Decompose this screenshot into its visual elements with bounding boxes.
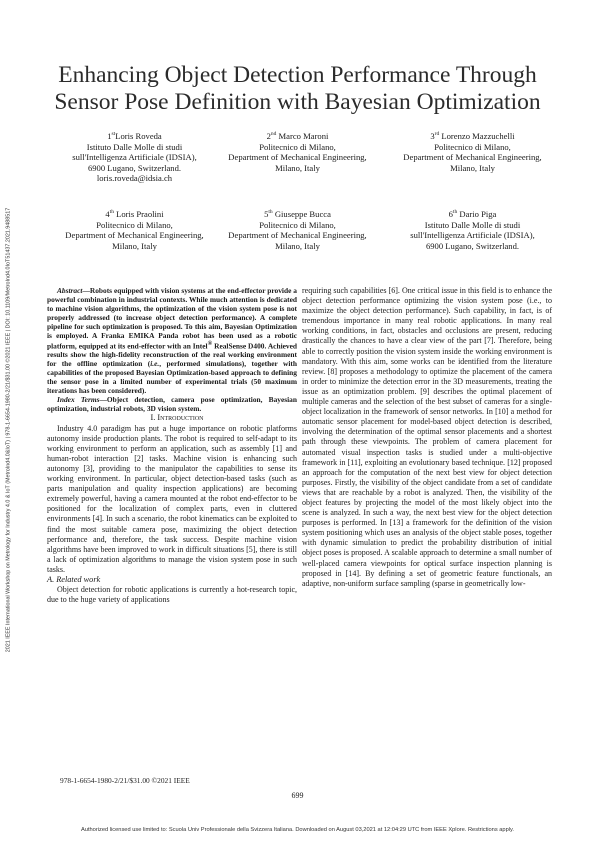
paper-title bbox=[40, 62, 555, 116]
right-column bbox=[302, 286, 552, 589]
author-5 bbox=[210, 209, 385, 251]
intro-paragraph: Industry 4.0 paradigm has put a huge importance on robotic platforms autonomy inside production plants. The robot is required to self-adapt to its working environment to perform an application, such as assembly [1] and human-robot interaction [2] tasks. Machine vision is enhancing such autonomy [3], providing to the manipulator the capabilities to sense its working environment. In particular, object detection-based tasks (such as parts manipulation and quality inspection applications) are becoming extremely powerful, having a camera mounted at the robot end-effector to be positioned for the localization of complex parts, even in cluttered environments [4]. In such a scenario, the robot kinematics can be exploited to find the most suitable camera pose, maximizing the object detection performance and, therefore, the task success. Despite machine vision algorithms have been improved to work in difficult situations [5], there is still a lack of optimization algorithms to manage the vision system pose in such tasks. bbox=[47, 423, 297, 574]
author-2 bbox=[210, 131, 385, 173]
author-location: Milano, Italy bbox=[275, 162, 320, 173]
related-work-paragraph: Object detection for robotic applications is currently a hot-research topic, due to the huge variety of applications bbox=[47, 585, 297, 605]
author-3 bbox=[385, 131, 560, 173]
author-affiliation: Department of Mechanical Engineering, bbox=[228, 230, 367, 241]
author-affiliation: Politecnico di Milano, bbox=[259, 219, 336, 230]
author-affiliation: Department of Mechanical Engineering, bbox=[403, 152, 542, 163]
title-line-1: Enhancing Object Detection Performance Through bbox=[58, 62, 537, 88]
author-affiliation: Istituto Dalle Molle di studi bbox=[424, 219, 521, 230]
left-column bbox=[47, 286, 297, 605]
author-affiliation: Istituto Dalle Molle di studi bbox=[86, 141, 183, 152]
copyright-line: 978-1-6654-1980-2/21/$31.00 ©2021 IEEE bbox=[60, 776, 190, 785]
author-6 bbox=[385, 209, 560, 251]
author-email: loris.roveda@idsia.ch bbox=[96, 173, 173, 184]
author-affiliation: Politecnico di Milano, bbox=[259, 141, 336, 152]
author-affiliation: Politecnico di Milano, bbox=[96, 219, 173, 230]
author-name: 2nd Marco Maroni bbox=[266, 131, 329, 141]
author-4 bbox=[47, 209, 222, 251]
author-location: Milano, Italy bbox=[112, 240, 157, 251]
author-name: 4th Loris Praolini bbox=[105, 209, 164, 219]
author-affiliation: Department of Mechanical Engineering, bbox=[65, 230, 204, 241]
author-name: 6th Dario Piga bbox=[448, 209, 497, 219]
index-terms: Index Terms—Object detection, camera pose optimization, Bayesian optimization, industrial robots, 3D vision system. bbox=[47, 395, 297, 414]
author-affiliation: Department of Mechanical Engineering, bbox=[228, 152, 367, 163]
license-footer: Authorized licensed use limited to: Scuola Univ Professionale della Svizzera Italiana. Downloaded on August 03,2021 at 12:04:29 UTC from IEEE Xplore. Restrictions apply. bbox=[80, 827, 514, 833]
doi-side-stamp bbox=[2, 150, 14, 710]
author-location: Milano, Italy bbox=[450, 162, 495, 173]
title-line-2: Sensor Pose Definition with Bayesian Optimization bbox=[54, 89, 541, 115]
author-name: 1stLoris Roveda bbox=[107, 131, 162, 141]
author-location: 6900 Lugano, Switzerland. bbox=[87, 162, 182, 173]
author-1 bbox=[47, 131, 222, 184]
author-name: 5th Giuseppe Bucca bbox=[264, 209, 331, 219]
author-location: Milano, Italy bbox=[275, 240, 320, 251]
related-work-continued: requiring such capabilities [6]. One critical issue in this field is to enhance the object detection performance optimizing the vision system pose (i.e., to maximize the object detection performance). Such capability, in fact, is of tremendous importance in many real robotic applications. In many real working conditions, in fact, obstacles and occlusions are present, reducing drastically the chances to have a clear view of the part [7]. Therefore, being able to correctly position the vision system inside the working environment is mandatory. With this aim, some works can be identified from the literature review. [8] proposes a methodology to optimize the placement of the camera in order to minimize the detection error in the 3D measurements, treating the issue as an optimization problem. [9] describes the optimal placement of multiple cameras and the selection of the best subset of cameras for a single-object localization in the framework of sensor networks. In [10] a method for automatic sensor placement for model-based object detection is described, involving the determination of the optimal sensor placements and a shortest path through these viewpoints. The problem of camera placement for automated visual inspection tasks is studied under a multi-objective framework in [11], exploiting an evolutionary based technique. [12] proposed an approach for the computation of the next best view for object detection purposes. Firstly, the visibility of the object candidate from a set of candidate views that are reachable by a robot is analyzed. Then, the visibility of the object features by projecting the model of the most likely object into the scene is analyzed. In such a way, the next best view for the object detection purposes is performed. In [13] a framework for the definition of the vision system positioning which uses an analysis of the object stable poses, together with dynamic simulation to predict the probability distribution of initial object poses is proposed. A scalable approach to determine a small number of well-placed camera viewpoints for optical surface inspection planning is proposed in [14]. By defining a set of geometric feature functionals, an adaptive, non-uniform surface sampling (sparse in geometrically low- bbox=[302, 286, 552, 588]
author-location: 6900 Lugano, Switzerland. bbox=[425, 240, 520, 251]
subsection-related-work: A. Related work bbox=[47, 574, 101, 584]
author-affiliation: sull'Intelligenza Artificiale (IDSIA), bbox=[72, 152, 197, 163]
author-name: 3rd Lorenzo Mazzuchelli bbox=[430, 131, 515, 141]
page-number: 699 bbox=[291, 791, 304, 800]
author-affiliation: Politecnico di Milano, bbox=[434, 141, 511, 152]
abstract: Abstract—Robots equipped with vision systems at the end-effector provide a powerful combination in industrial contexts. While much attention is dedicated to machine vision algorithms, the optimization of the vision system pose is not properly addressed (to increase object detection performance). A complete pipeline for such optimization is proposed. To this aim, Bayesian Optimization is employed. A Franka EMIKA Panda robot has been used as a robotic platform, equipped at its end-effector with an Intel® RealSense D400. Achieved results show the high-fidelity reconstruction of the real working environment for the offline optimization (i.e., performed simulations), together with capabilities of the proposed Bayesian Optimization-based approach to defining the sensor pose in a limited number of experimental trials (50 maximum iterations has been considered). bbox=[47, 286, 298, 396]
author-affiliation: sull'Intelligenza Artificiale (IDSIA), bbox=[410, 230, 535, 241]
side-stamp-text: 2021 IEEE International Workshop on Metrology for Industry 4.0 & IoT (MetroInd4.0&IoT) | 978-1-6654-1980-2/21/$31.00 ©2021 IEEE | DOI: 10.1109/MetroInd4.0IoT51437.2021.9488517 bbox=[5, 207, 11, 653]
section-heading-introduction: I. Introduction bbox=[150, 413, 204, 423]
